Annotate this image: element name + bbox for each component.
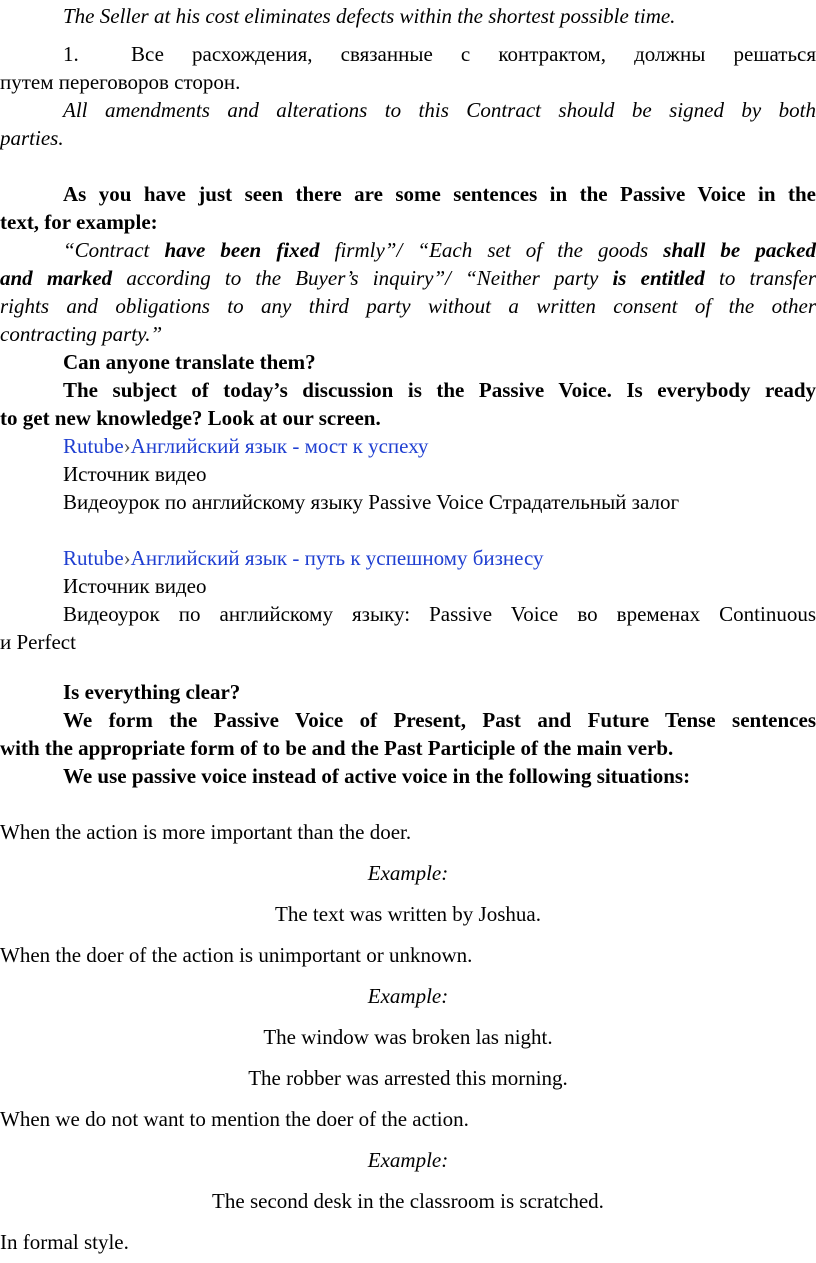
rutube-link[interactable]: Rutube <box>63 434 124 458</box>
paragraph-text-cont: путем переговоров сторон. <box>0 70 241 94</box>
video-link-2[interactable] <box>63 544 816 572</box>
question-subject: The subject of today’s discussion is the Passive Voice. Is everybody ready <box>63 378 816 402</box>
example-label: Example: <box>367 1148 449 1172</box>
example-sentence: The second desk in the classroom is scratched. <box>212 1189 604 1213</box>
channel-link[interactable]: Английский язык - путь к успешному бизнесу <box>130 546 544 570</box>
video-source-label: Источник видео <box>63 462 207 486</box>
example-label: Example: <box>367 984 449 1008</box>
paragraph-text: Все расхождения, связанные с контрактом, должны решаться <box>131 42 816 66</box>
example-sentence: The window was broken las night. <box>263 1025 553 1049</box>
video-link-1[interactable] <box>63 432 816 460</box>
breadcrumb-separator: › <box>123 434 131 458</box>
paragraph-numbered-1 <box>63 40 816 68</box>
video-title-1: Видеоурок по английскому языку Passive Voice Страдательный залог <box>63 490 680 514</box>
quote-emphasis: have been fixed <box>164 238 320 262</box>
channel-link[interactable]: Английский язык - мост к успеху <box>130 434 429 458</box>
paragraph-amendments: All amendments and alterations to this Contract should be signed by both <box>63 98 816 122</box>
case-4-text: In formal style. <box>0 1230 129 1254</box>
quote-text: “Contract <box>63 238 165 262</box>
question-subject-cont: to get new knowledge? Look at our screen. <box>0 406 381 430</box>
list-number: 1. <box>63 42 79 66</box>
case-3-text: When we do not want to mention the doer of the action. <box>0 1107 469 1131</box>
quote-text: according to the Buyer’s inquiry”/ “Neither party <box>112 266 613 290</box>
case-2-text: When the doer of the action is unimportant or unknown. <box>0 943 473 967</box>
rule-usage: We use passive voice instead of active voice in the following situations: <box>63 764 691 788</box>
video-title-2-cont: и Perfect <box>0 630 76 654</box>
example-sentence: The robber was arrested this morning. <box>248 1066 568 1090</box>
quote-text: firmly”/ “Each set of the goods <box>319 238 664 262</box>
example-sentence: The text was written by Joshua. <box>275 902 541 926</box>
question-clear: Is everything clear? <box>63 680 241 704</box>
heading-passive-intro-cont: text, for example: <box>0 210 158 234</box>
question-translate: Can anyone translate them? <box>63 350 316 374</box>
quote-text: to transfer <box>704 266 816 290</box>
rutube-link[interactable]: Rutube <box>63 546 124 570</box>
paragraph-amendments-cont: parties. <box>0 126 64 150</box>
example-label: Example: <box>367 861 449 885</box>
heading-passive-intro: As you have just seen there are some sentences in the Passive Voice in the <box>63 182 816 206</box>
video-source-label: Источник видео <box>63 574 207 598</box>
quote-line-2 <box>0 264 816 292</box>
quote-emphasis: and marked <box>0 266 113 290</box>
quote-emphasis: shall be packed <box>663 238 816 262</box>
rule-formation: We form the Passive Voice of Present, Past and Future Tense sentences <box>63 708 816 732</box>
paragraph-seller: The Seller at his cost eliminates defects within the shortest possible time. <box>63 4 676 28</box>
case-1-text: When the action is more important than the doer. <box>0 820 412 844</box>
rule-formation-cont: with the appropriate form of to be and the Past Participle of the main verb. <box>0 736 674 760</box>
quote-line-3: rights and obligations to any third party without a written consent of the other <box>0 294 816 318</box>
quote-emphasis: is entitled <box>612 266 705 290</box>
quote-line-1 <box>63 236 816 264</box>
quote-line-4: contracting party.” <box>0 322 163 346</box>
breadcrumb-separator: › <box>123 546 131 570</box>
video-title-2: Видеоурок по английскому языку: Passive Voice во временах Continuous <box>63 602 816 626</box>
